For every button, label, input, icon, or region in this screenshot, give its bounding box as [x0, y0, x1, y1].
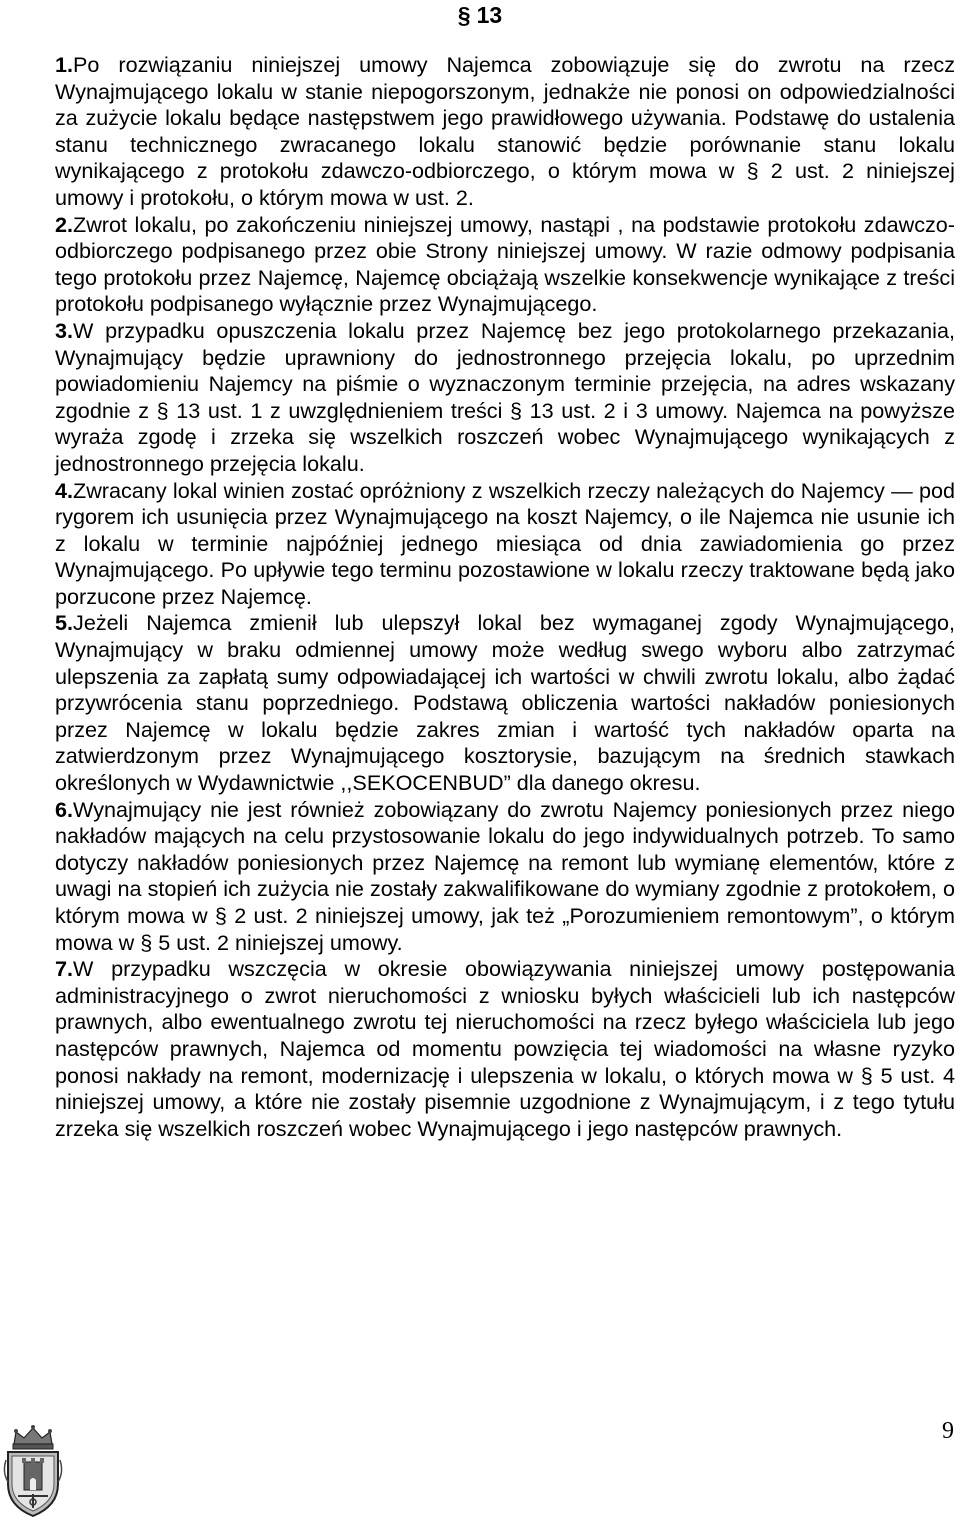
paragraph-text: Wynajmujący nie jest również zobowiązany do zwrotu Najemcy poniesionych przez niego nakładów mających na celu przystosowanie lokalu do jego indywidualnych potrzeb. To samo dotyczy nakładów poniesionych przez Najemcę na remont lub wymianę elementów, które z uwagi na stopień ich zużycia nie zostały zakwalifikowane do wymiany zgodnie z protokołem, o którym mowa w § 2 ust. 2 niniejszej umowy, jak też „Porozumieniem remontowym”, o którym mowa w § 5 ust. 2 niniejszej umowy.	[55, 796, 955, 955]
paragraph-number: 7.	[55, 956, 74, 982]
paragraph-text: W przypadku wszczęcia w okresie obowiązywania niniejszej umowy postępowania administracyjnego o zwrot nieruchomości z wniosku byłych właścicieli lub ich następców prawnych, albo ewentualnego zwrotu tej nieruchomości na rzecz byłego właściciela lub jego następców prawnych, Najemca od momentu powzięcia tej wiadomości na własne ryzyko ponosi nakłady na remont, modernizację i ulepszenia w lokalu, o których mowa w § 5 ust. 4 niniejszej umowy, a które nie zostały pisemnie uzgodnione z Wynajmującym, i z tego tytułu zrzeka się wszelkich roszczeń wobec Wynajmującego i jego następców prawnych.	[55, 956, 955, 1141]
paragraph-number: 3.	[55, 317, 74, 343]
paragraph-4	[55, 478, 955, 611]
paragraph-2	[55, 212, 955, 318]
section-number: 13	[476, 2, 503, 28]
paragraph-number: 6.	[55, 796, 74, 822]
document-body	[55, 52, 955, 1142]
paragraph-number: 1.	[55, 52, 74, 77]
paragraph-6	[55, 797, 955, 957]
paragraph-number: 4.	[55, 477, 74, 503]
paragraph-text: Jeżeli Najemca zmienił lub ulepszył lokal bez wymaganej zgody Wynajmującego, Wynajmujący w braku odmiennej umowy może według swego wyboru albo zatrzymać ulepszenia za zapłatą sumy odpowiadającej ich wartości w chwili zwrotu lokalu, albo żądać przywrócenia stanu poprzedniego. Podstawą obliczenia wartości nakładów poniesionych przez Najemcę w lokalu będzie zakres zmian i wartość tych nakładów oparta na zatwierdzonym przez Wynajmującego kosztorysie, bazującym na średnich stawkach określonych w Wydawnictwie ,,SEKOCENBUD” dla danego okresu.	[55, 610, 955, 796]
paragraph-text: Zwracany lokal winien zostać opróżniony z wszelkich rzeczy należących do Najemcy — pod rygorem ich usunięcia przez Wynajmującego na koszt Najemcy, o ile Najemca nie usunie ich z lokalu w terminie najpóźniej jednego miesiąca od dnia zawiadomienia go przez Wynajmującego. Po upływie tego terminu pozostawione w lokalu rzeczy traktowane będą jako porzucone przez Najemcę.	[55, 477, 955, 609]
paragraph-text: Po rozwiązaniu niniejszej umowy Najemca zobowiązuje się do zwrotu na rzecz Wynajmującego lokalu w stanie niepogorszonym, jednakże nie ponosi on odpowiedzialności za zużycie lokalu będące następstwem jego prawidłowego używania. Podstawę do ustalenia stanu technicznego zwracanego lokalu stanowić będzie porównanie stanu lokalu wynikającego z protokołu zdawczo-odbiorczego, o którym mowa w § 2 ust. 2 niniejszej umowy i protokołu, o którym mowa w ust. 2.	[55, 52, 955, 210]
paragraph-text: W przypadku opuszczenia lokalu przez Najemcę bez jego protokolarnego przekazania, Wynajmujący będzie uprawniony do jednostronnego przejęcia lokalu, po uprzednim powiadomieniu Najemcy na piśmie o wyznaczonym terminie przejęcia, na adres wskazany zgodnie z § 13 ust. 1 z uwzględnieniem treści § 13 ust. 2 i 3 umowy. Najemca na powyższe wyraża zgodę i zrzeka się wszelkich roszczeń wobec Wynajmującego wynikających z jednostronnego przejęcia lokalu.	[55, 317, 955, 476]
paragraph-number: 5.	[55, 610, 74, 636]
section-heading	[0, 0, 960, 30]
page-number: 9	[942, 1418, 954, 1444]
paragraph-5	[55, 610, 955, 796]
coat-of-arms-icon	[2, 1424, 64, 1518]
section-sign: §	[457, 2, 471, 28]
paragraph-1	[55, 52, 955, 212]
paragraph-7	[55, 956, 955, 1142]
paragraph-text: Zwrot lokalu, po zakończeniu niniejszej umowy, nastąpi , na podstawie protokołu zdawczo-odbiorczego podpisanego przez obie Strony niniejszej umowy. W razie odmowy podpisania tego protokołu przez Najemcę, Najemcę obciążają wszelkie konsekwencje wynikające z treści protokołu podpisanego wyłącznie przez Wynajmującego.	[55, 211, 955, 317]
paragraph-number: 2.	[55, 211, 74, 237]
paragraph-3	[55, 318, 955, 478]
